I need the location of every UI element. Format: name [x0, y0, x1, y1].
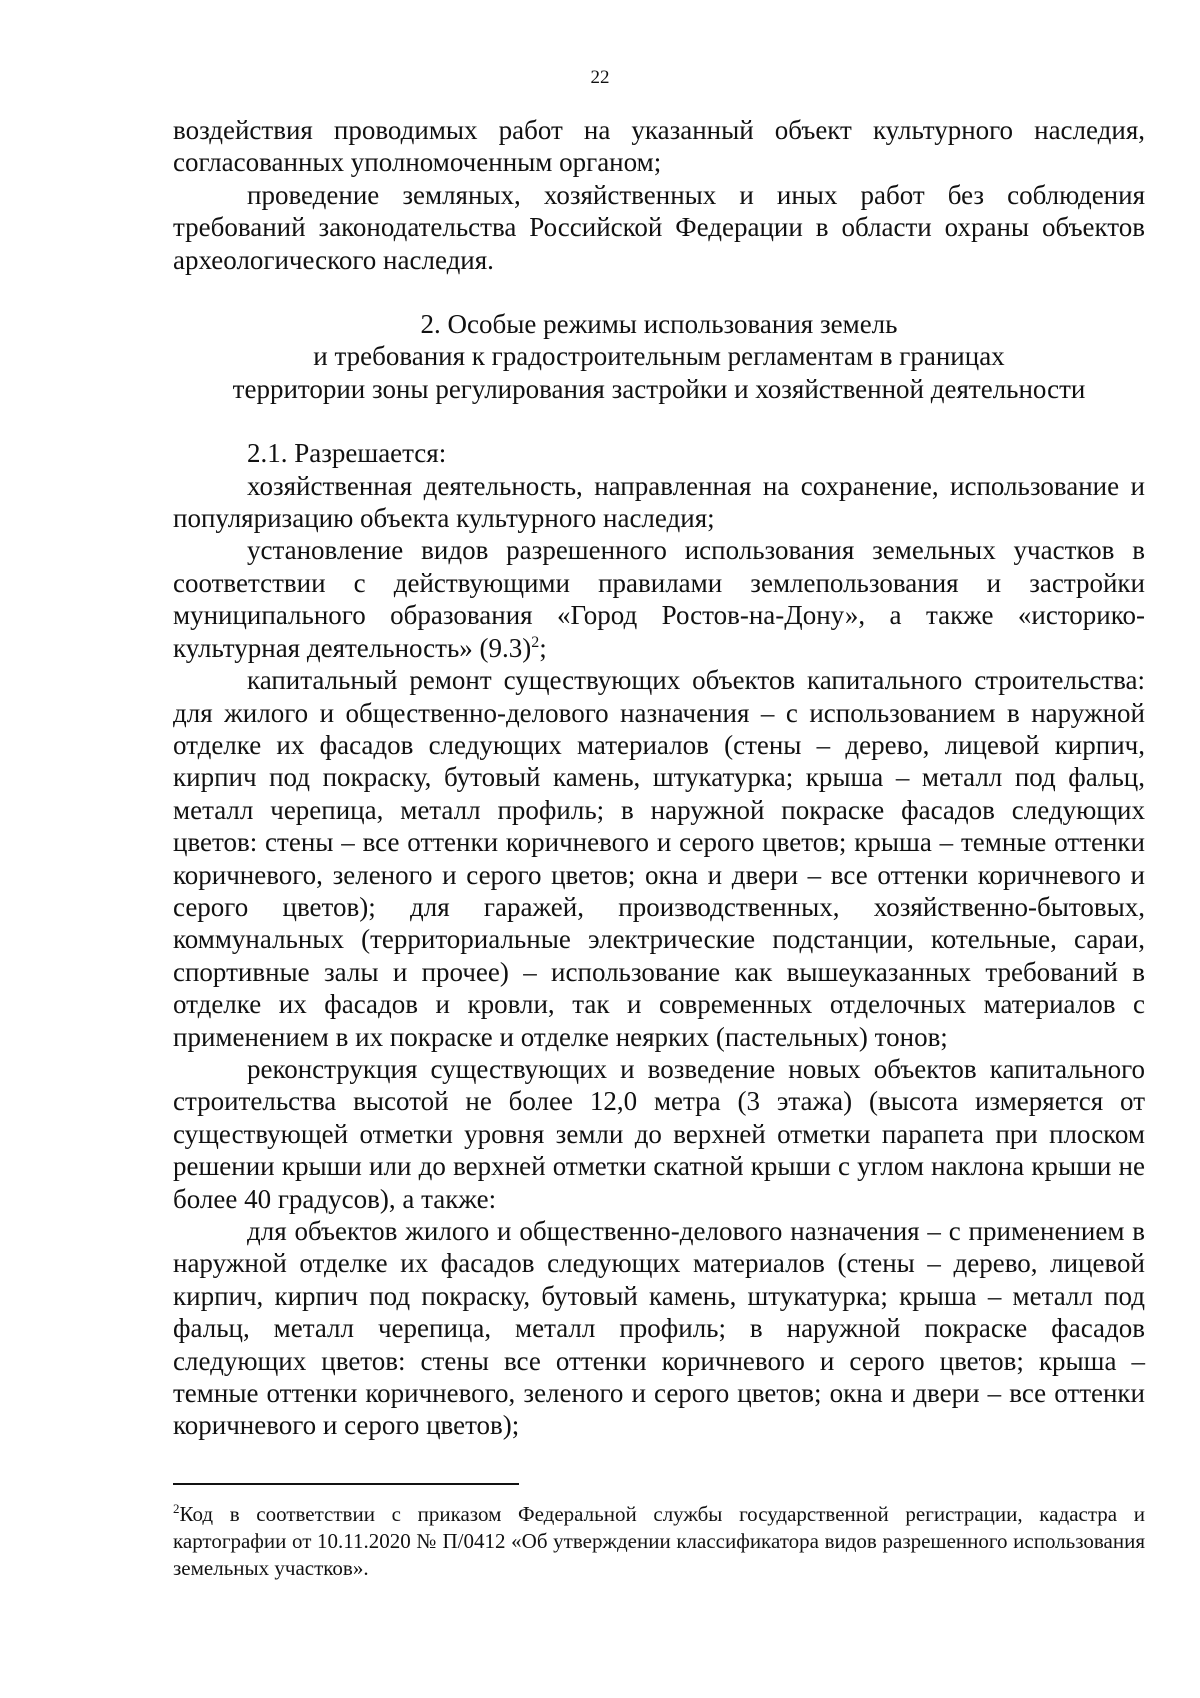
footnote-reference[interactable]: 2 [531, 633, 540, 651]
paragraph-residential-objects: для объектов жилого и общественно-делового назначения – с применением в наружной отделке их фасадов следующих материалов (стены – дерево, лицевой кирпич, кирпич под покраску, бутовый камень, штукатурка; крыша – металл под фальц, металл черепица, металл профиль; в наружной покраске фасадов следующих цветов: стены все оттенки коричневого и серого цветов; крыша – темные оттенки коричневого, зеленого и серого цветов; окна и двери – все оттенки коричневого и серого цветов); [173, 1216, 1145, 1441]
paragraph-capital-repair: капитальный ремонт существующих объектов капитального строительства: для жилого и общественно-делового назначения – с использованием в наружной отделке их фасадов следующих материалов (стены – дерево, лицевой кирпич, кирпич под покраску, бутовый камень, штукатурка; крыша – металл под фальц, металл черепица, металл профиль; в наружной покраске фасадов следующих цветов: стены – все оттенки коричневого и серого цветов; крыша – темные оттенки коричневого, зеленого и серого цветов; окна и двери – все оттенки коричневого и серого цветов); для гаражей, производственных, хозяйственно-бытовых, коммунальных (территориальные электрические подстанции, котельные, сараи, спортивные залы и прочее) – использование как вышеуказанных требований в отделке их фасадов и кровли, так и современных отделочных материалов с применением в их покраске и отделке неярких (пастельных) тонов; [173, 665, 1145, 1052]
footnote [173, 1501, 1145, 1582]
section-heading-line-1: 2. Особые режимы использования земель [420, 309, 898, 340]
paragraph-earthworks: проведение земляных, хозяйственных и иных работ без соблюдения требований законодательства Российской Федерации в области охраны объектов археологического наследия. [173, 179, 1145, 275]
page-number: 22 [590, 67, 610, 88]
paragraph-land-use-end: ; [539, 632, 547, 663]
paragraph-reconstruction: реконструкция существующих и возведение новых объектов капитального строительства высотой не более 12,0 метра (3 этажа) (высота измеряется от существующей отметки уровня земли до верхней отметки парапета при плоском решении крыши или до верхней отметки скатной крыши с углом наклона крыши не более 40 градусов), а также: [173, 1053, 1145, 1214]
section-heading-line-3: территории зоны регулирования застройки и хозяйственной деятельности [232, 373, 1086, 404]
footnote-text: Код в соответствии с приказом Федеральной службы государственной регистрации, кадастра и картографии от 10.11.2020 № П/0412 «Об утверждении классификатора видов разрешенного использования земельных участков». [173, 1502, 1145, 1580]
footnote-separator [173, 1483, 519, 1485]
paragraph-economic-activity: хозяйственная деятельность, направленная на сохранение, использование и популяризацию объекта культурного наследия; [173, 470, 1145, 534]
section-heading-line-2: и требования к градостроительным регламентам в границах [313, 341, 1005, 372]
footnote-marker: 2 [173, 1501, 180, 1516]
document-body [173, 114, 1145, 1442]
paragraph-land-use-text: установление видов разрешенного использования земельных участков в соответствии с действующими правилами землепользования и застройки муниципального образования «Город Ростов-на-Дону», а также «историко-культурная деятельность» (9.3) [173, 535, 1145, 663]
paragraph-continuation: воздействия проводимых работ на указанный объект культурного наследия, согласованных уполномоченным органом; [173, 115, 1145, 178]
section-heading [173, 308, 1145, 405]
paragraph-land-use [173, 534, 1145, 664]
subsection-heading: 2.1. Разрешается: [247, 438, 447, 469]
